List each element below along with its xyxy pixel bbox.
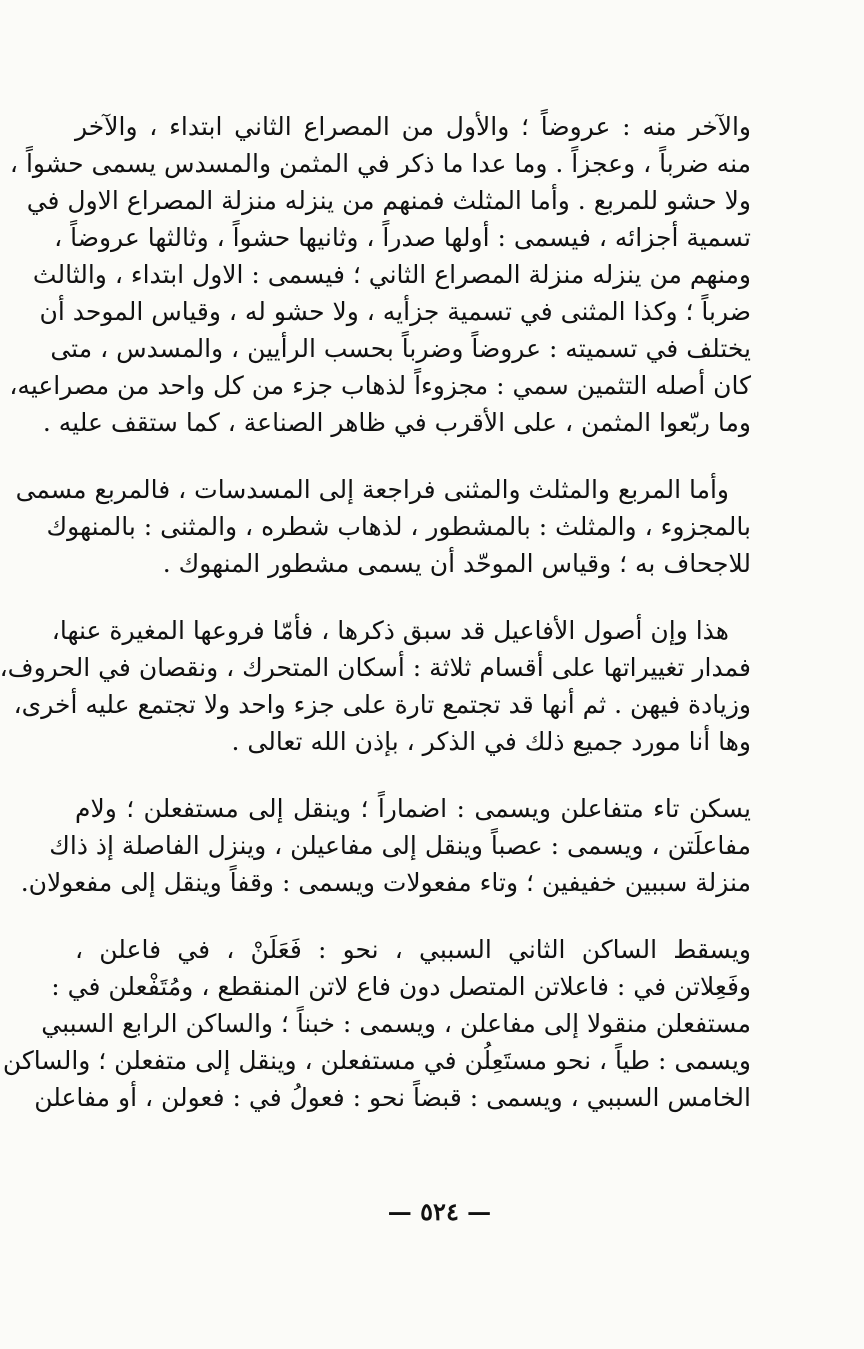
paragraph-2 xyxy=(15,471,751,582)
text-line: الخامس السببي ، ويسمى : قبضاً نحو : فعولُ في : فعولن ، أو مفاعلن xyxy=(34,1083,751,1112)
text-line: كان أصله التثمين سمي : مجزوءاً لذهاب جزء من كل واحد من مصراعيه، xyxy=(9,371,751,400)
text-line: للاجحاف به ؛ وقياس الموحّد أن يسمى مشطور المنهوك . xyxy=(162,549,751,578)
text-line: ويسمى : طياً ، نحو مستَعِلُن في مستفعلن ، وينقل إلى متفعلن ؛ والساكن xyxy=(2,1046,751,1075)
text-line: وأما المربع والمثلث والمثنى فراجعة إلى المسدسات ، فالمربع مسمى xyxy=(15,475,729,504)
text-line: تسمية أجزائه ، فيسمى : أولها صدراً ، وثانيها حشواً ، وثالثها عروضاً ، xyxy=(54,223,751,252)
page-number: — ٥٢٤ — xyxy=(387,1197,492,1226)
page-body xyxy=(0,108,751,1146)
text-line: ضرباً ؛ وكذا المثنى في تسمية جزأيه ، ولا حشو له ، وقياس الموحد أن xyxy=(39,297,751,326)
text-line: ومنهم من ينزله منزلة المصراع الثاني ؛ فيسمى : الاول ابتداء ، والثالث xyxy=(32,260,751,289)
text-line: وها أنا مورد جميع ذلك في الذكر ، بإذن الله تعالى . xyxy=(231,727,751,756)
text-line: بالمجزوء ، والمثلث : بالمشطور ، لذهاب شطره ، والمثنى : بالمنهوك xyxy=(46,512,751,541)
text-line: وفَعِلاتن في : فاعلاتن المتصل دون فاع لاتن المنقطع ، ومُتَفْعلن في : xyxy=(51,972,751,1001)
paragraph-4 xyxy=(20,790,751,901)
paragraph-5 xyxy=(2,931,751,1116)
paragraph-3 xyxy=(0,612,751,760)
text-line: منه ضرباً ، وعجزاً . وما عدا ما ذكر في المثمن والمسدس يسمى حشواً ، xyxy=(9,149,751,178)
text-line: وما ربّعوا المثمن ، على الأقرب في ظاهر الصناعة ، كما ستقف عليه . xyxy=(42,408,751,437)
text-line: ويسقط الساكن الثاني السببي ، نحو : فَعَلَنْ ، في فاعلن ، xyxy=(75,935,751,964)
paragraph-1 xyxy=(9,108,751,441)
text-line: منزلة سببين خفيفين ؛ وتاء مفعولات ويسمى : وقفاً وينقل إلى مفعولان. xyxy=(20,868,751,897)
text-line: فمدار تغييراتها على أقسام ثلاثة : أسكان المتحرك ، ونقصان في الحروف، xyxy=(0,653,751,682)
text-line: يختلف في تسميته : عروضاً وضرباً بحسب الرأيين ، والمسدس ، متى xyxy=(50,334,751,363)
text-line: وزيادة فيهن . ثم أنها قد تجتمع تارة على جزء واحد ولا تجتمع عليه أخرى، xyxy=(13,690,751,719)
text-line: يسكن تاء متفاعلن ويسمى : اضماراً ؛ وينقل إلى مستفعلن ؛ ولام xyxy=(75,794,751,823)
text-line: مستفعلن منقولا إلى مفاعلن ، ويسمى : خبناً ؛ والساكن الرابع السببي xyxy=(41,1009,751,1038)
text-line: والآخر منه : عروضاً ؛ والأول من المصراع الثاني ابتداء ، والآخر xyxy=(75,112,751,141)
text-line: مفاعلَتن ، ويسمى : عصباً وينقل إلى مفاعيلن ، وينزل الفاصلة إذ ذاك xyxy=(49,831,751,860)
text-line: ولا حشو للمربع . وأما المثلث فمنهم من ينزله منزلة المصراع الاول في xyxy=(26,186,751,215)
text-line: هذا وإن أصول الأفاعيل قد سبق ذكرها ، فأمّا فروعها المغيرة عنها، xyxy=(51,616,729,645)
